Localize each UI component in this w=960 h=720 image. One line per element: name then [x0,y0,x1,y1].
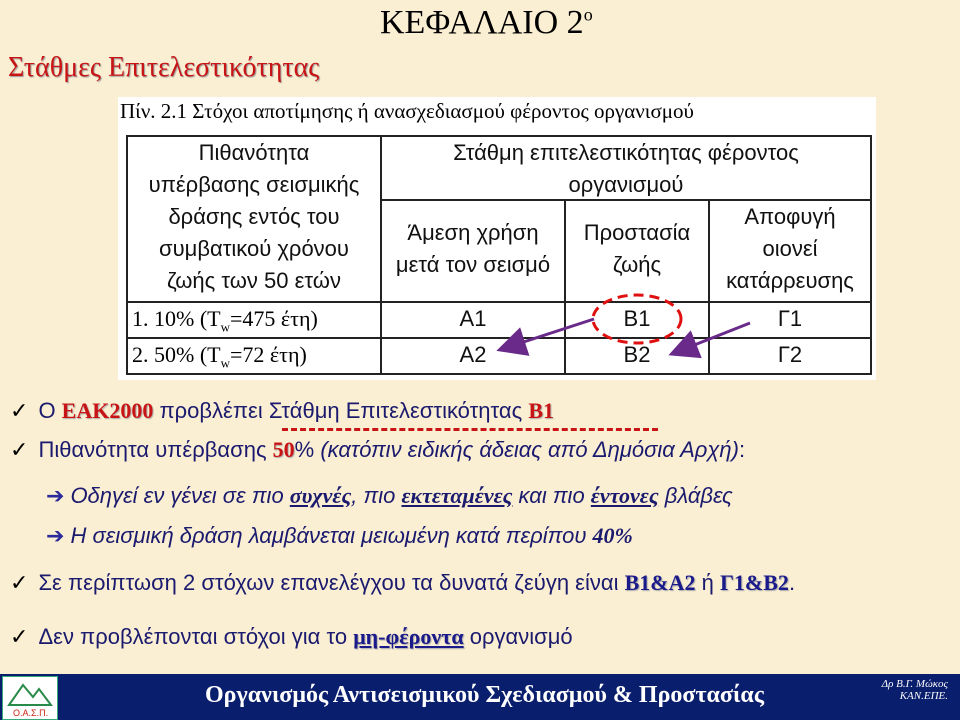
footer-title: Οργανισμός Αντισεισμικού Σχεδιασμού & Προστασίας [205,682,764,708]
cell-c2: Γ2 [777,342,803,367]
check-icon: ✓ [10,398,29,423]
sub-bullet-reduction: ➔ Η σεισμική δράση λαμβάνεται μειωμένη κατά περίπου 40% [46,523,633,548]
chapter-label: ΚΕΦΑΛΑΙΟ 2 [380,4,584,41]
bullet-eak: ✓ Ο ΕΑΚ2000 προβλέπει Στάθμη Επιτελεστικότητας Β1 [10,398,555,423]
cell-b1: Β1 [623,306,651,331]
probability-header: Πιθανότητα υπέρβασης σεισμικής δράσης εντός του συμβατικού χρόνου ζωής των 50 ετών [148,140,360,293]
footer-author: Δρ Β.Γ. Μώκος ΚΑΝ.ΕΠΕ. [881,678,948,702]
col-life-safety: Προστασία ζωής [583,220,691,277]
footer-bar [0,674,960,720]
oasp-logo: Ο.Α.Σ.Π. [2,676,58,720]
check-icon: ✓ [10,437,29,462]
chapter-sup: ο [583,4,593,25]
cell-a1: Α1 [459,306,487,331]
slide-subtitle: Στάθμες Επιτελεστικότητας [8,52,320,83]
arrow-c1-b2 [674,323,750,353]
cell-c1: Γ1 [777,306,803,331]
performance-level-header: Στάθμη επιτελεστικότητας φέροντος οργανισμού [453,140,799,197]
bullet-nonstructural: ✓ Δεν προβλέπονται στόχοι για το μη-φέροντα οργανισμό [10,624,573,649]
table-row-label: 1. 10% ($T_w=475$ έτη) [132,306,318,335]
cell-b2: Β2 [623,342,651,367]
col-collapse-prevention: Αποφυγή οιονεί κατάρρευσης [726,204,854,293]
table-row-label: 2. 50% ($T_w=72$ έτη) [132,342,307,371]
arrow-right-icon: ➔ [46,483,65,508]
col-immediate-use: Άμεση χρήση μετά τον σεισμό [395,220,551,277]
annotation-overlay [118,97,876,380]
check-icon: ✓ [10,624,29,649]
table-caption: Πίν. 2.1 Στόχοι αποτίμησης ή ανασχεδιασμού φέροντος οργανισμού [120,99,694,123]
check-icon: ✓ [10,570,29,595]
bullet-probability: ✓ Πιθανότητα υπέρβασης 50% (κατόπιν ειδικής άδειας από Δημόσια Αρχή): [10,437,746,462]
cell-a2: Α2 [459,342,487,367]
dashed-underline [282,428,658,431]
chapter-title [380,4,593,42]
arrow-right-icon: ➔ [46,523,65,548]
table-panel [118,97,876,380]
bullet-pairs: ✓ Σε περίπτωση 2 στόχων επανελέγχου τα δυνατά ζεύγη είναι Β1&Α2 ή Γ1&Β2. [10,570,796,595]
highlight-ellipse [593,295,681,343]
arrow-b1-a2 [502,319,594,349]
sub-bullet-damage: ➔ Οδηγεί εν γένει σε πιο συχνές, πιο εκτεταμένες και πιο έντονες βλάβες [46,483,733,508]
